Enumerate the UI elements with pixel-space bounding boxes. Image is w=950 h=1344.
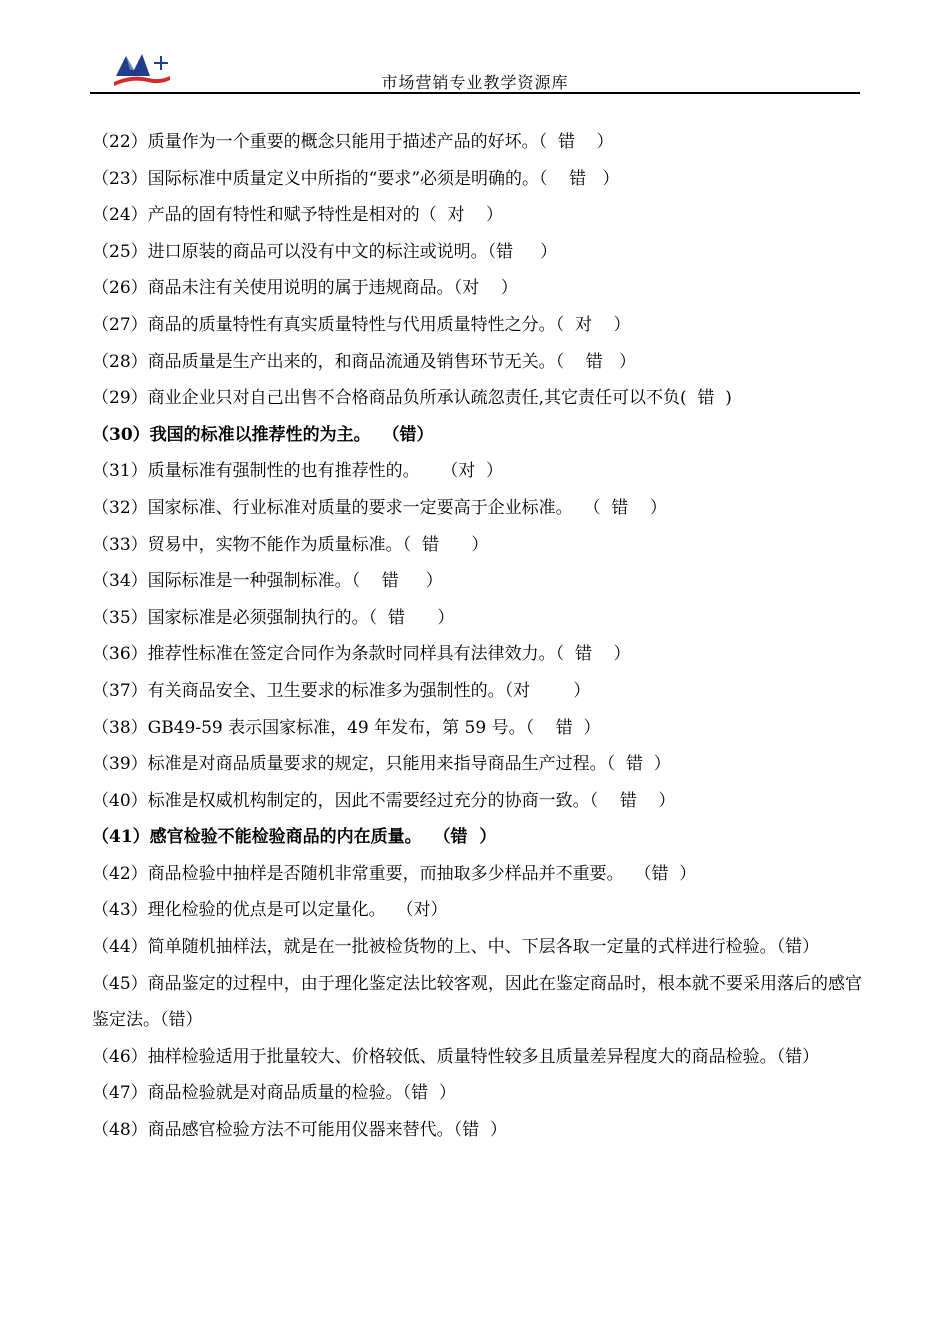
list-item: （40）标准是权威机构制定的，因此不需要经过充分的协商一致。（ 错 ） bbox=[92, 790, 676, 811]
page-header bbox=[90, 48, 860, 94]
list-item: （45）商品鉴定的过程中，由于理化鉴定法比较客观，因此在鉴定商品时，根本就不要采用落后的感官鉴定法。（错） bbox=[92, 973, 862, 1031]
list-item: （44）简单随机抽样法，就是在一批被检货物的上、中、下层各取一定量的式样进行检验。（错） bbox=[92, 937, 820, 958]
list-item: （28）商品质量是生产出来的，和商品流通及销售环节无关。（ 错 ） bbox=[92, 351, 636, 372]
list-item: （25）进口原装的商品可以没有中文的标注或说明。（错 ） bbox=[92, 241, 558, 262]
list-item: （41）感官检验不能检验商品的内在质量。 （错 ） bbox=[92, 827, 497, 848]
list-item: （36）推荐性标准在签定合同作为条款时同样具有法律效力。（ 错 ） bbox=[92, 644, 631, 665]
header-title: 市场营销专业教学资源库 bbox=[381, 73, 569, 92]
list-item: （24）产品的固有特性和赋予特性是相对的（ 对 ） bbox=[92, 205, 504, 226]
list-item: （43）理化检验的优点是可以定量化。 （对） bbox=[92, 900, 448, 921]
header-divider bbox=[90, 92, 860, 94]
list-item: （34）国际标准是一种强制标准。（ 错 ） bbox=[92, 571, 443, 592]
list-item: （26）商品未注有关使用说明的属于违规商品。（对 ） bbox=[92, 278, 518, 299]
list-item: （46）抽样检验适用于批量较大、价格较低、质量特性较多且质量差异程度大的商品检验。（错） bbox=[92, 1046, 820, 1067]
list-item: （31）质量标准有强制性的也有推荐性的。 （对 ） bbox=[92, 461, 504, 482]
list-item: （29）商业企业只对自己出售不合格商品负所承认疏忽责任,其它责任可以不负( 错 ) bbox=[92, 388, 732, 409]
list-item: （42）商品检验中抽样是否随机非常重要，而抽取多少样品并不重要。 （错 ） bbox=[92, 863, 697, 884]
list-item: （39）标准是对商品质量要求的规定，只能用来指导商品生产过程。（ 错 ） bbox=[92, 754, 671, 775]
list-item: （32）国家标准、行业标准对质量的要求一定要高于企业标准。 （ 错 ） bbox=[92, 497, 667, 518]
list-item: （47）商品检验就是对商品质量的检验。（错 ） bbox=[92, 1083, 456, 1104]
list-item: （35）国家标准是必须强制执行的。（ 错 ） bbox=[92, 607, 455, 628]
question-list bbox=[92, 124, 862, 1149]
list-item: （27）商品的质量特性有真实质量特性与代用质量特性之分。（ 对 ） bbox=[92, 314, 631, 335]
list-item: （22）质量作为一个重要的概念只能用于描述产品的好坏。（ 错 ） bbox=[92, 132, 614, 152]
list-item: （23）国际标准中质量定义中所指的“要求”必须是明确的。（ 错 ） bbox=[92, 168, 620, 189]
list-item: （48）商品感官检验方法不可能用仪器来替代。（错 ） bbox=[92, 1120, 507, 1141]
list-item: （30）我国的标准以推荐性的为主。 （错） bbox=[92, 424, 434, 445]
list-item: （33）贸易中，实物不能作为质量标准。（ 错 ） bbox=[92, 534, 489, 555]
list-item: （37）有关商品安全、卫生要求的标准多为强制性的。（对 ） bbox=[92, 680, 591, 701]
list-item: （38）GB49-59 表示国家标准，49 年发布，第 59 号。（ 错 ） bbox=[92, 717, 601, 738]
